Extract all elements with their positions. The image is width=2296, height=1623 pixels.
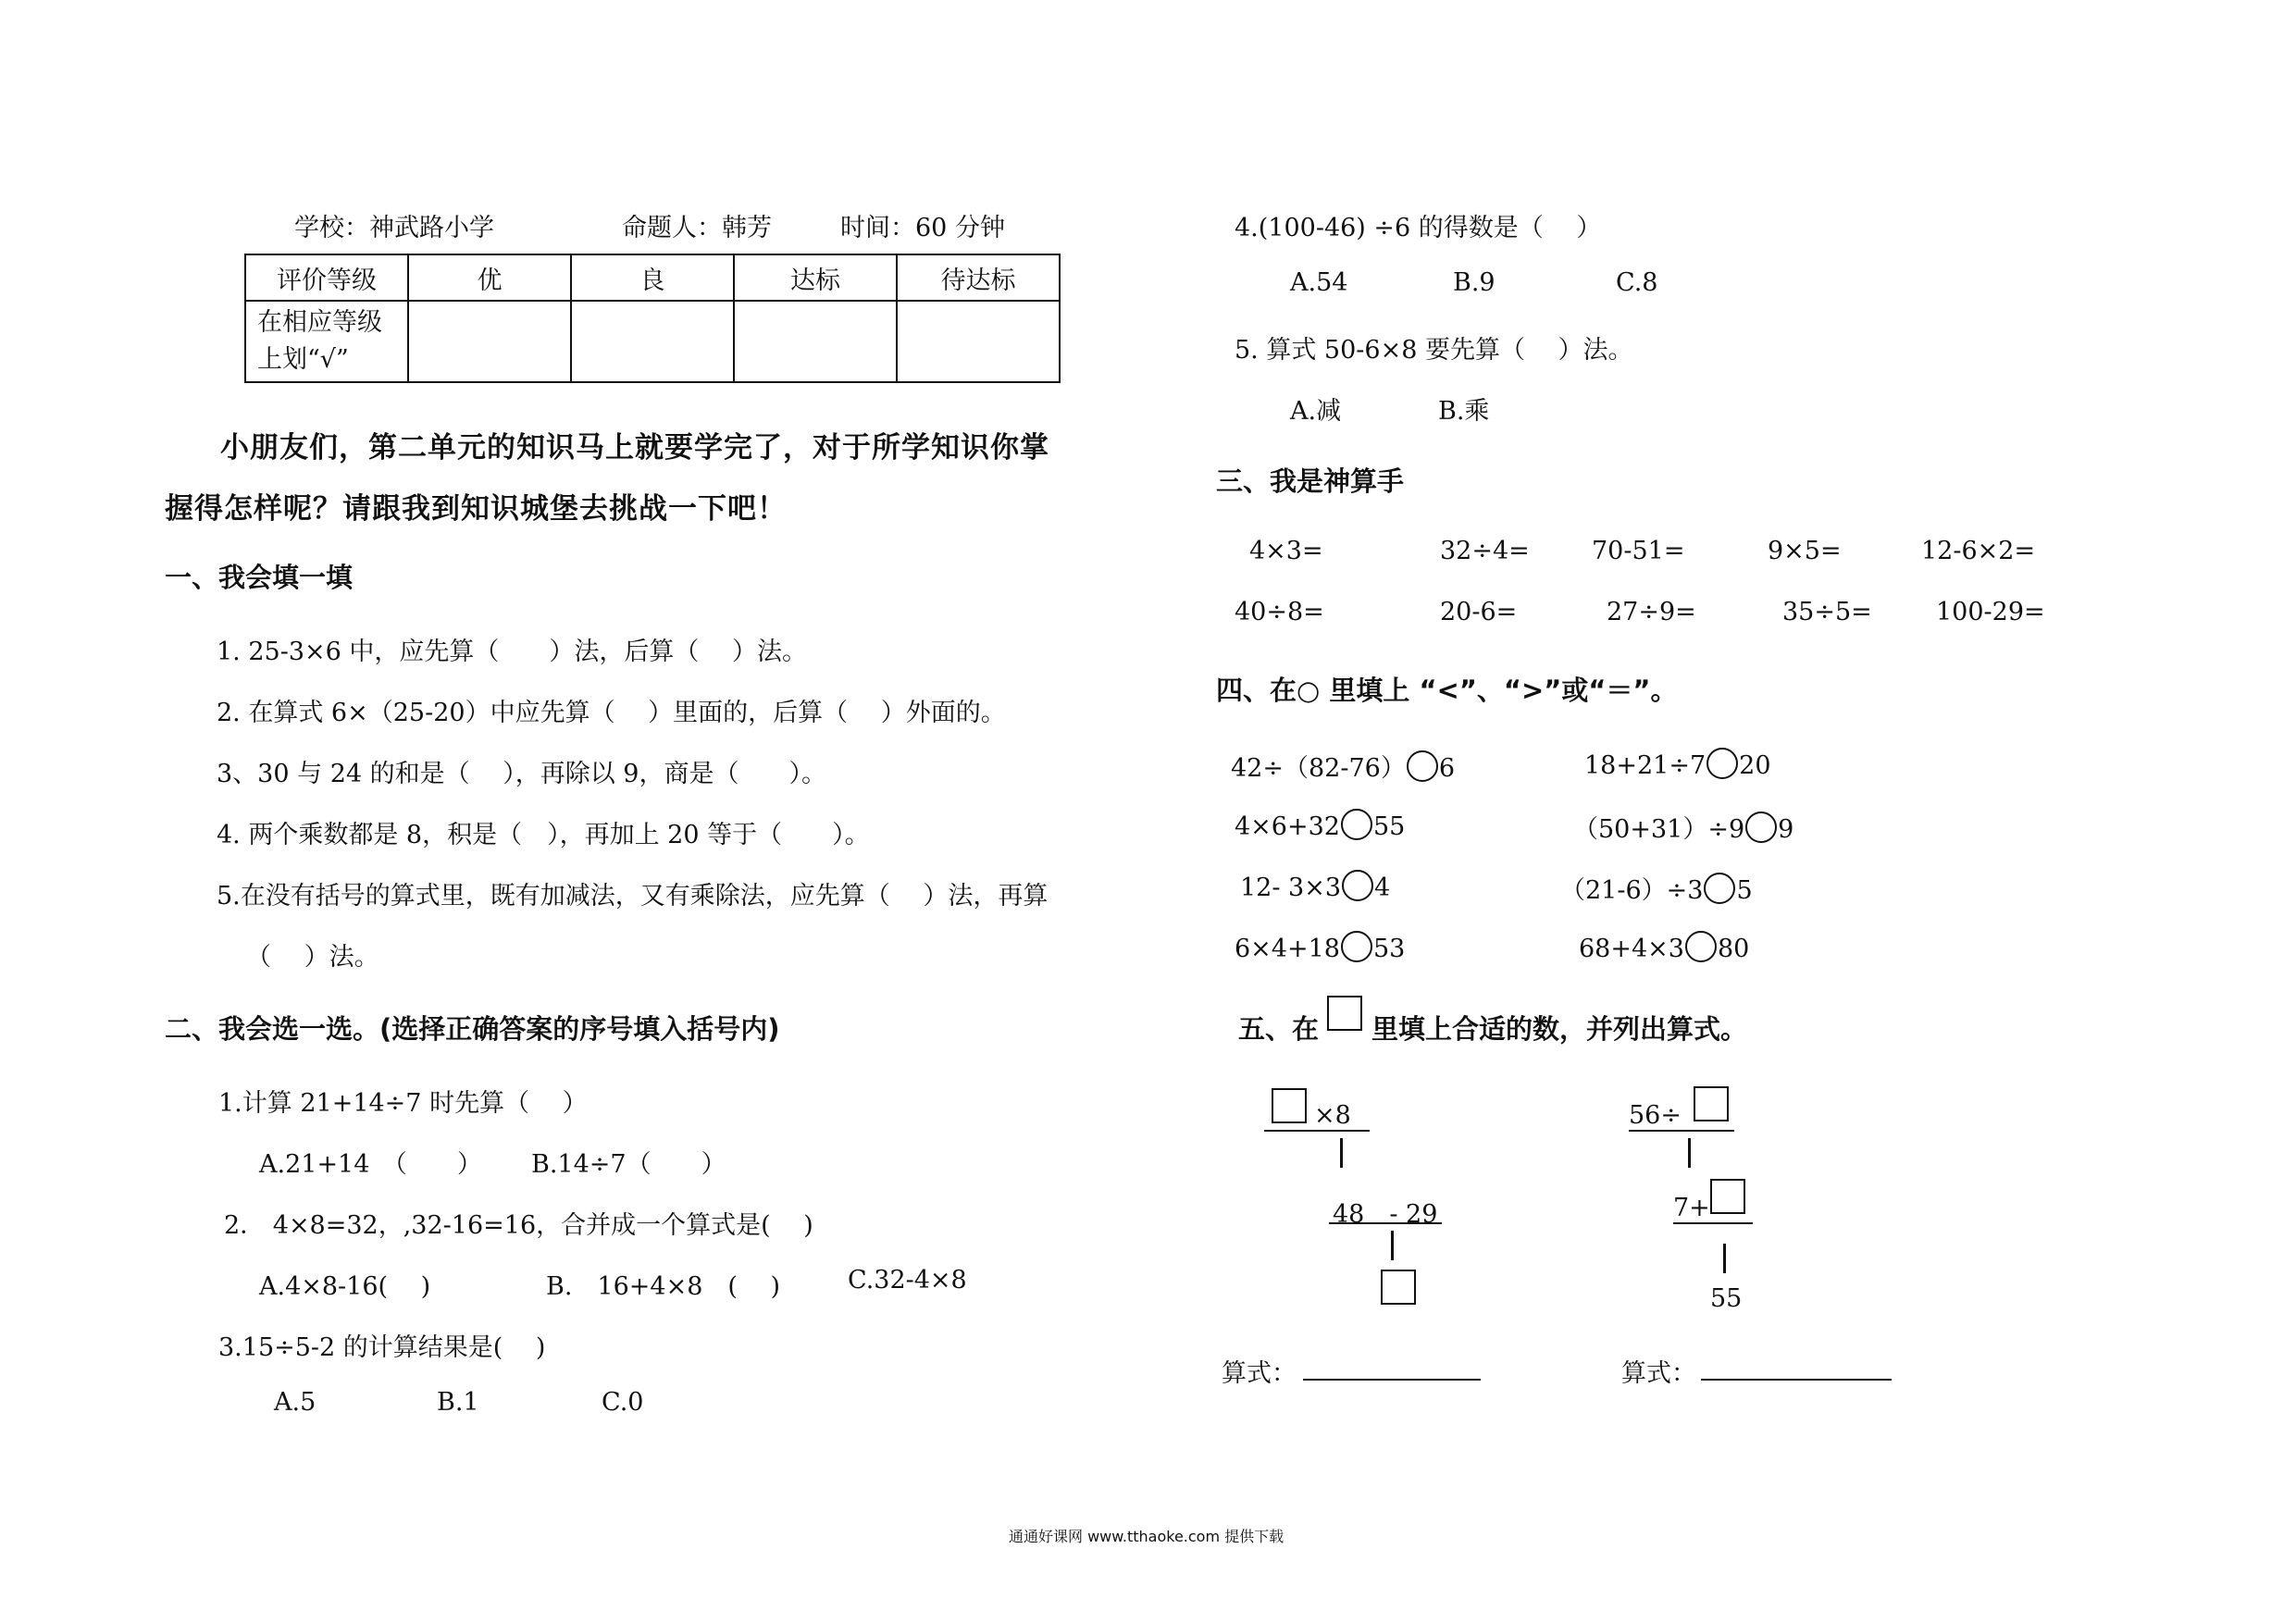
s2-q3-option-a: A.5 (274, 1388, 316, 1417)
s2-question-4: 4.(100-46) ÷6 的得数是（ ） (1235, 214, 1602, 242)
s1-question-5a: 5.在没有括号的算式里，既有加减法，又有乘除法，应先算（ ）法，再算 (217, 882, 1049, 911)
s2-q3-option-b: B.1 (437, 1388, 479, 1417)
compare-item (1573, 809, 1793, 845)
grade-row-label-line2: 上划“√” (257, 345, 349, 374)
connector-line (1688, 1138, 1691, 1168)
compare-right: 53 (1372, 935, 1406, 963)
section-4-title: 四、在○ 里填上 “<”、“>”或“＝”。 (1216, 675, 1678, 706)
compare-item (1579, 931, 1749, 963)
calc-item: 9×5= (1768, 537, 1842, 565)
compare-right: 20 (1739, 751, 1771, 780)
connector-line (1391, 1231, 1394, 1260)
s2-q2-option-a: A.4×8-16( ) (259, 1272, 431, 1301)
compare-circle[interactable] (1706, 748, 1738, 779)
left-mid-expression: 48 - 29 (1333, 1200, 1438, 1229)
answer-box[interactable] (1710, 1179, 1745, 1214)
connector-line (1340, 1138, 1343, 1168)
s2-q1-option-b: B.14÷7（ ） (531, 1150, 726, 1179)
section-5-title-end: 里填上合适的数，并列出算式。 (1371, 1013, 1748, 1045)
section-3-title: 三、我是神算手 (1216, 465, 1405, 497)
compare-circle[interactable] (1341, 931, 1372, 962)
compare-item (1235, 931, 1405, 963)
divider-line (1629, 1130, 1734, 1132)
formula-label-left: 算式： (1222, 1359, 1297, 1388)
s2-q4-option-a: A.54 (1290, 268, 1348, 297)
s2-question-5: 5. 算式 50-6×8 要先算（ ）法。 (1235, 336, 1633, 365)
s2-question-1: 1.计算 21+14÷7 时先算（ ） (218, 1089, 588, 1118)
intro-line1: 小朋友们，第二单元的知识马上就要学完了，对于所学知识你掌 (220, 431, 1049, 465)
calc-item: 12-6×2= (1921, 537, 2036, 565)
compare-left: 68+4×3 (1579, 935, 1684, 963)
formula-label-right: 算式： (1621, 1359, 1696, 1388)
compare-left: （50+31）÷9 (1573, 815, 1745, 844)
s1-question-2: 2. 在算式 6×（25-20）中应先算（ ）里面的，后算（ ）外面的。 (217, 699, 1006, 727)
compare-item (1240, 870, 1390, 902)
answer-box[interactable] (1694, 1086, 1729, 1121)
grade-table (244, 254, 1061, 383)
grade-header-excellent: 优 (408, 254, 571, 301)
compare-left: 42÷（82-76） (1231, 754, 1406, 783)
compare-item (1584, 748, 1771, 780)
s2-q3-option-c: C.0 (602, 1388, 644, 1417)
compare-circle[interactable] (1685, 931, 1717, 962)
divider-line (1329, 1222, 1442, 1224)
school-info: 学校：神武路小学 (294, 214, 494, 242)
calc-item: 40÷8= (1235, 598, 1324, 626)
calc-item: 4×3= (1249, 537, 1323, 565)
left-top-expression: ×8 (1314, 1101, 1351, 1130)
calc-item: 27÷9= (1607, 598, 1696, 626)
title-box-icon (1327, 996, 1362, 1031)
compare-right: 80 (1717, 935, 1750, 963)
intro-line2: 握得怎样呢？请跟我到知识城堡去挑战一下吧！ (165, 492, 787, 526)
calc-item: 35÷5= (1782, 598, 1872, 626)
section-2-title: 二、我会选一选。(选择正确答案的序号填入括号内) (165, 1013, 780, 1045)
s2-question-2: 2． 4×8=32，,32-16=16，合并成一个算式是( ) (224, 1211, 813, 1240)
grade-cell-pending[interactable] (897, 301, 1060, 382)
calc-item: 100-29= (1936, 598, 2045, 626)
s1-question-1: 1. 25-3×6 中，应先算（ ）法，后算（ ）法。 (217, 638, 807, 666)
right-top-expression: 56÷ (1629, 1101, 1682, 1130)
compare-right: 9 (1778, 815, 1794, 844)
s2-question-3: 3.15÷5-2 的计算结果是( ) (218, 1333, 546, 1362)
right-mid-expression: 7+ (1673, 1194, 1710, 1222)
compare-circle[interactable] (1407, 750, 1438, 782)
grade-cell-good[interactable] (571, 301, 734, 382)
grade-header-pass: 达标 (734, 254, 897, 301)
grade-header-good: 良 (571, 254, 734, 301)
answer-box[interactable] (1381, 1270, 1416, 1305)
grade-row-label (245, 301, 408, 382)
compare-left: 6×4+18 (1235, 935, 1340, 963)
compare-item (1231, 748, 1455, 784)
grade-cell-excellent[interactable] (408, 301, 571, 382)
s1-question-4: 4. 两个乘数都是 8，积是（ ），再加上 20 等于（ ）。 (217, 821, 870, 849)
compare-item (1235, 809, 1405, 841)
s2-q1-option-a: A.21+14 （ ） (259, 1150, 482, 1179)
calc-item: 32÷4= (1440, 537, 1530, 565)
right-bottom-value: 55 (1710, 1284, 1743, 1313)
compare-right: 6 (1438, 754, 1456, 783)
section-1-title: 一、我会填一填 (165, 562, 354, 593)
compare-left: （21-6）÷3 (1560, 876, 1704, 905)
section-5-title-start: 五、在 (1238, 1013, 1320, 1045)
compare-right: 55 (1372, 812, 1406, 841)
calc-item: 20-6= (1440, 598, 1518, 626)
author-info: 命题人：韩芳 (622, 214, 772, 242)
footer-source: 通通好课网 www.tthaoke.com 提供下载 (1009, 1528, 1285, 1545)
compare-circle[interactable] (1745, 812, 1777, 843)
compare-left: 18+21÷7 (1584, 751, 1706, 780)
s1-question-3: 3、30 与 24 的和是（ ），再除以 9，商是（ ）。 (217, 760, 826, 788)
compare-item (1560, 870, 1753, 906)
answer-box[interactable] (1272, 1088, 1307, 1123)
compare-circle[interactable] (1341, 809, 1372, 840)
s2-q2-option-b: B. 16+4×8 ( ) (546, 1272, 781, 1301)
grade-cell-pass[interactable] (734, 301, 897, 382)
grade-header-pending: 待达标 (897, 254, 1060, 301)
calc-item: 70-51= (1592, 537, 1685, 565)
formula-answer-line[interactable] (1303, 1379, 1481, 1381)
compare-left: 12- 3×3 (1240, 873, 1342, 902)
s1-question-5b: （ ）法。 (246, 943, 379, 972)
s2-q5-option-b: B.乘 (1438, 397, 1490, 426)
divider-line (1673, 1222, 1753, 1224)
divider-line (1264, 1130, 1370, 1132)
connector-line (1723, 1244, 1726, 1273)
s2-q4-option-c: C.8 (1616, 268, 1658, 297)
compare-right: 4 (1374, 873, 1391, 902)
compare-left: 4×6+32 (1235, 812, 1340, 841)
compare-circle[interactable] (1704, 873, 1735, 904)
grade-header-label: 评价等级 (245, 254, 408, 301)
s2-q5-option-a: A.减 (1290, 397, 1342, 426)
formula-answer-line[interactable] (1701, 1379, 1892, 1381)
compare-right: 5 (1736, 876, 1753, 905)
s2-q2-option-c: C.32-4×8 (848, 1266, 967, 1295)
s2-q4-option-b: B.9 (1453, 268, 1496, 297)
time-info: 时间：60 分钟 (840, 214, 1005, 242)
compare-circle[interactable] (1342, 870, 1373, 901)
grade-row-label-line1: 在相应等级 (257, 308, 382, 337)
